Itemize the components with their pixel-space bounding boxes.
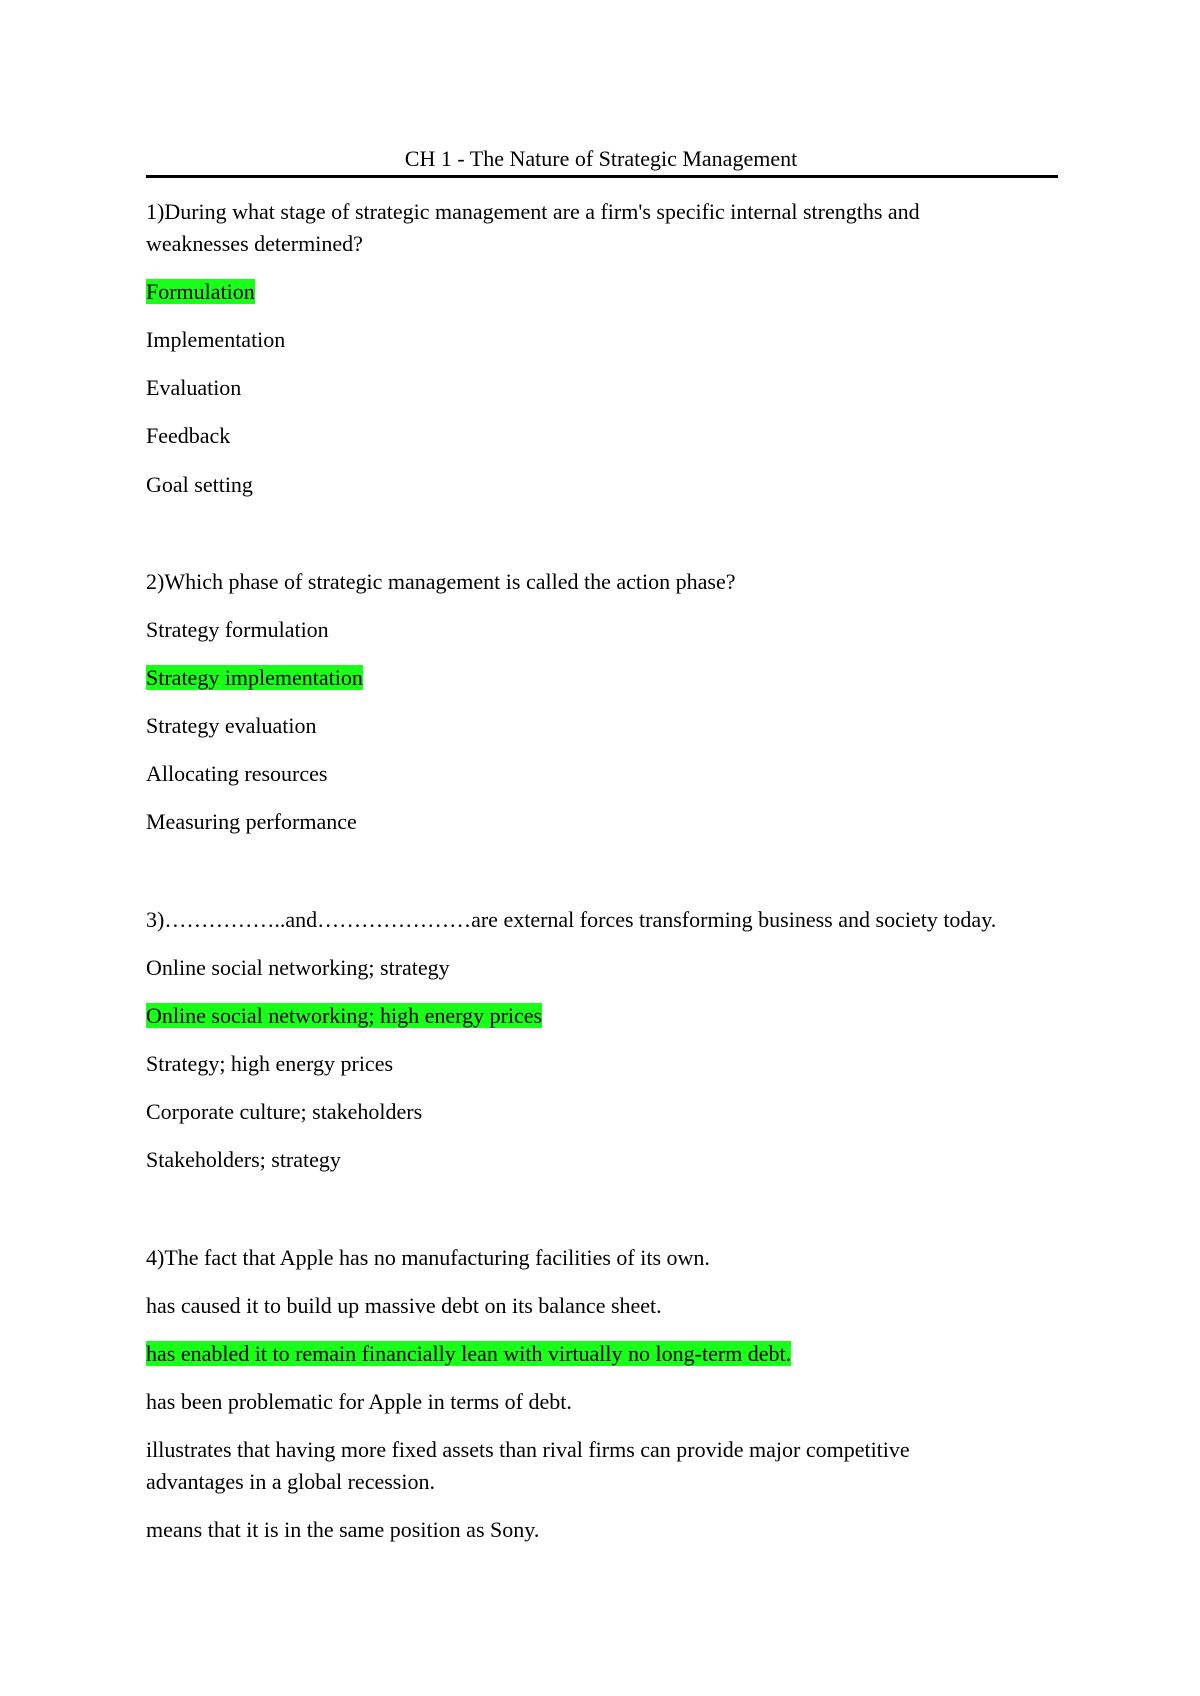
question-3-option-2 (146, 1000, 542, 1032)
answer-highlight: Online social networking; high energy prices (146, 1003, 543, 1028)
question-1-option-2: Implementation (146, 327, 286, 352)
question-2-option-3: Strategy evaluation (146, 713, 317, 738)
question-3-option-3: Strategy; high energy prices (146, 1051, 394, 1076)
question-1-prompt-line-2: weaknesses determined? (146, 231, 363, 256)
question-1-prompt-line-1: 1)During what stage of strategic management are a firm's specific internal strengths and (146, 199, 920, 224)
answer-highlight: Strategy implementation (146, 665, 363, 690)
title-rule (146, 175, 1058, 178)
answer-highlight: Formulation (146, 279, 255, 304)
question-1-option-1 (146, 276, 255, 308)
question-1-option-4: Feedback (146, 423, 231, 448)
question-1-option-3: Evaluation (146, 375, 242, 400)
question-4-prompt-line-1: 4)The fact that Apple has no manufacturing facilities of its own. (146, 1245, 710, 1270)
question-4-option-3: has been problematic for Apple in terms of debt. (146, 1389, 572, 1414)
question-2-option-2 (146, 662, 363, 694)
page-title: CH 1 - The Nature of Strategic Management (404, 146, 798, 171)
question-3-option-1: Online social networking; strategy (146, 955, 450, 980)
question-2-option-5: Measuring performance (146, 809, 357, 834)
question-4-option-5: means that it is in the same position as Sony. (146, 1517, 540, 1542)
question-4-option-2 (146, 1338, 791, 1370)
question-2-option-1: Strategy formulation (146, 617, 329, 642)
question-1-option-5: Goal setting (146, 472, 253, 497)
question-4-option-1: has caused it to build up massive debt on its balance sheet. (146, 1293, 662, 1318)
question-3-option-5: Stakeholders; strategy (146, 1147, 341, 1172)
question-2-option-4: Allocating resources (146, 761, 328, 786)
question-3-option-4: Corporate culture; stakeholders (146, 1099, 423, 1124)
question-2-prompt-line-1: 2)Which phase of strategic management is called the action phase? (146, 569, 736, 594)
question-4-option-4: illustrates that having more fixed assets than rival firms can provide major competitive advantages in a global recession. (146, 1437, 910, 1494)
question-3-prompt-line-1: 3)……………..and…………………are external forces transforming business and society today. (146, 907, 997, 932)
answer-highlight: has enabled it to remain financially lean with virtually no long-term debt. (146, 1341, 792, 1366)
